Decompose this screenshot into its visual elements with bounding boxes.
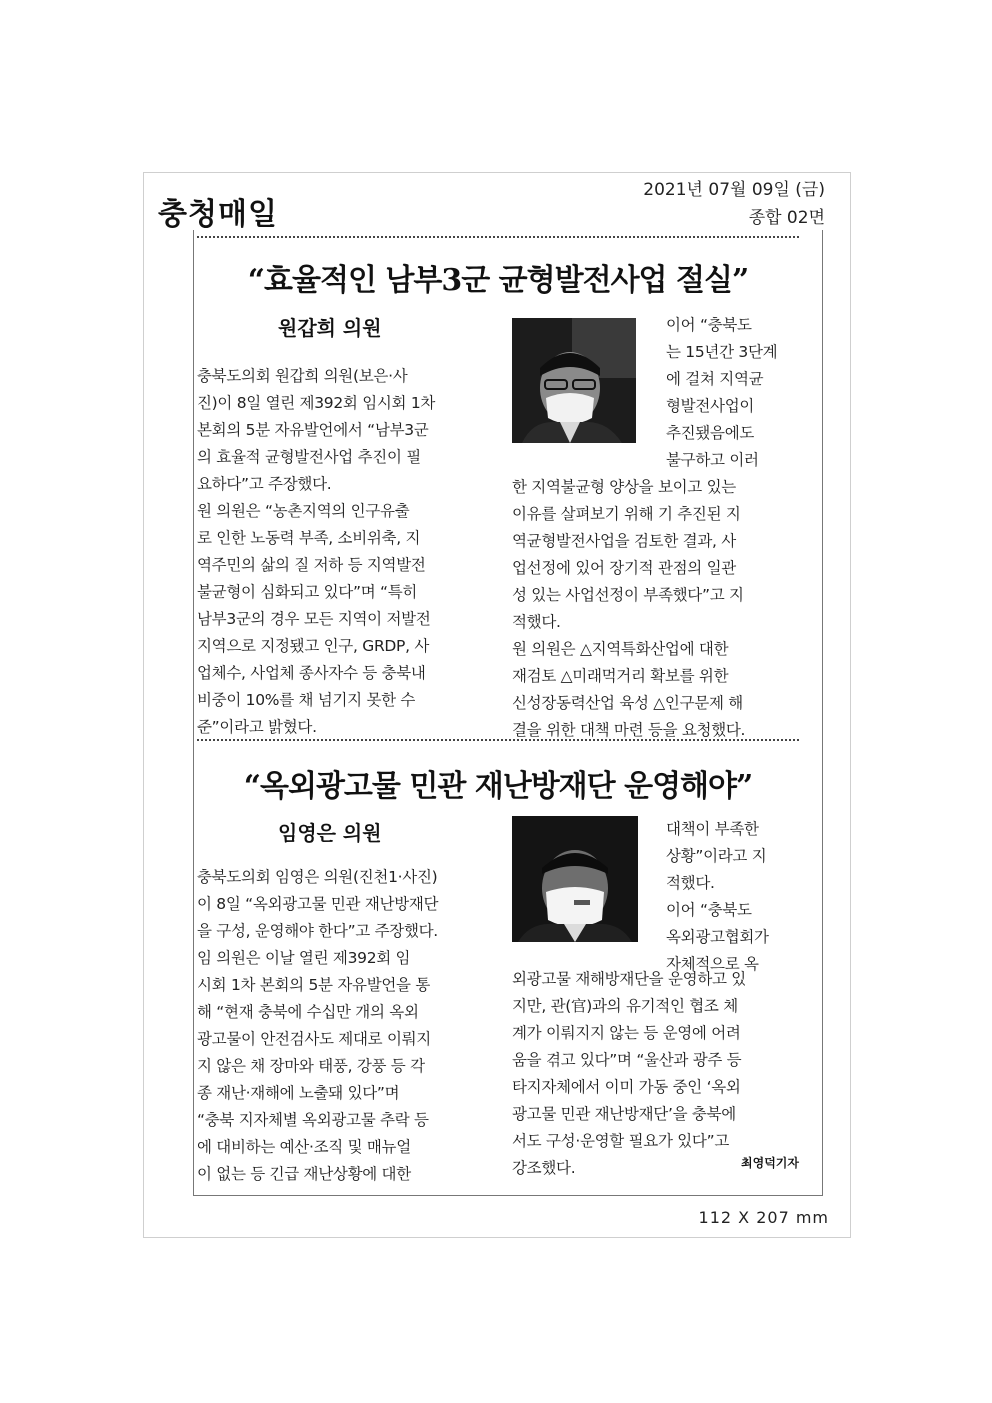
article-text-line: 남부3군의 경우 모든 지역이 저발전: [197, 610, 431, 628]
article-text-line: 적했다.: [512, 613, 561, 631]
article-text-line: 추진됐음에도: [666, 424, 755, 442]
article-text-line: 을 구성, 운영해야 한다”고 주장했다.: [197, 922, 438, 940]
clip-size: 112 X 207 mm: [698, 1208, 829, 1227]
article-text-line: 시회 1차 본회의 5분 자유발언을 통: [197, 976, 431, 994]
article-text-line: 대책이 부족한: [666, 820, 759, 838]
dotted-divider: [197, 236, 799, 238]
article-text-line: 는 15년간 3단계: [666, 343, 778, 361]
article-text-line: 외광고물 재해방재단을 운영하고 있: [512, 970, 746, 988]
article1-column-left: [197, 363, 480, 741]
newspaper-masthead: 충청매일: [158, 197, 278, 232]
article-text-line: 자체적으로 옥: [666, 955, 759, 973]
article-text-line: 비중이 10%를 채 넘기지 못한 수: [197, 691, 416, 709]
article-text-line: 요하다”고 주장했다.: [197, 475, 332, 493]
article-text-line: 성 있는 사업선정이 부족했다”고 지: [512, 586, 744, 604]
article2-photo: [512, 816, 638, 942]
reporter-name: 최영덕기자: [741, 1156, 799, 1170]
article-text-line: 역주민의 삶의 질 저하 등 지역발전: [197, 556, 426, 574]
article-text-line: 임 의원은 이날 열린 제392회 임: [197, 949, 411, 967]
article-text-line: 재검토 △미래먹거리 확보를 위한: [512, 667, 729, 685]
article-text-line: 형발전사업이: [666, 397, 755, 415]
dotted-divider: [197, 739, 799, 741]
person-photo-icon: [512, 816, 638, 942]
article-text-line: 지만, 관(官)과의 유기적인 협조 체: [512, 997, 738, 1015]
article-text-line: 원 의원은 “농촌지역의 인구유출: [197, 502, 410, 520]
article2-column-left: [197, 864, 482, 1188]
article1-headline: “효율적인 남부3군 균형발전사업 절실”: [247, 263, 749, 298]
article-text-line: 결을 위한 대책 마련 등을 요청했다.: [512, 721, 746, 739]
article-text-line: 광고물 민관 재난방재단’을 충북에: [512, 1105, 736, 1123]
article-text-line: 불균형이 심화되고 있다”며 “특히: [197, 583, 418, 601]
article-text-line: 의 효율적 균형발전사업 추진이 필: [197, 448, 421, 466]
article-text-line: 충북도의회 임영은 의원(진천1·사진): [197, 868, 438, 886]
article-text-line: 해 “현재 충북에 수십만 개의 옥외: [197, 1003, 419, 1021]
article-text-line: 신성장동력산업 육성 △인구문제 해: [512, 694, 743, 712]
article-text-line: “충북 지자체별 옥외광고물 추락 등: [197, 1111, 429, 1129]
article-text-line: 본회의 5분 자유발언에서 “남부3군: [197, 421, 429, 439]
article-text-line: 서도 구성·운영할 필요가 있다”고: [512, 1132, 729, 1150]
article-text-line: 이어 “충북도: [666, 901, 752, 919]
article-text-line: 한 지역불균형 양상을 보이고 있는: [512, 478, 736, 496]
article2-column-right: [512, 966, 802, 1182]
article1-column-right-top: [666, 312, 806, 474]
article-text-line: 역균형발전사업을 검토한 결과, 사: [512, 532, 736, 550]
publication-date: 2021년 07월 09일 (금): [643, 180, 825, 200]
article1-photo: [512, 318, 636, 443]
article-text-line: 준”이라고 밝혔다.: [197, 718, 317, 736]
article2-byline: 임영은 의원: [278, 821, 382, 845]
article-text-line: 에 대비하는 예산·조직 및 매뉴얼: [197, 1138, 411, 1156]
article-text-line: 이어 “충북도: [666, 316, 752, 334]
person-photo-icon: [512, 318, 636, 443]
article-text-line: 업체수, 사업체 종사자수 등 충북내: [197, 664, 426, 682]
article2-column-right-top: [666, 816, 806, 978]
article-text-line: 종 재난·재해에 노출돼 있다”며: [197, 1084, 400, 1102]
article-text-line: 상황”이라고 지: [666, 847, 767, 865]
article1-byline: 원갑희 의원: [278, 316, 382, 340]
article-text-line: 에 걸쳐 지역균: [666, 370, 764, 388]
article-text-line: 로 인한 노동력 부족, 소비위축, 지: [197, 529, 421, 547]
article-text-line: 옥외광고협회가: [666, 928, 769, 946]
page-section: 종합 02면: [748, 208, 825, 228]
article-text-line: 진)이 8일 열린 제392회 임시회 1차: [197, 394, 436, 412]
article-text-line: 계가 이뤄지지 않는 등 운영에 어려: [512, 1024, 741, 1042]
article-text-line: 이 없는 등 긴급 재난상황에 대한: [197, 1165, 411, 1183]
article-text-line: 광고물이 안전검사도 제대로 이뤄지: [197, 1030, 431, 1048]
article-text-line: 지 않은 채 장마와 태풍, 강풍 등 각: [197, 1057, 425, 1075]
article1-column-right: [512, 474, 802, 744]
article-text-line: 움을 겪고 있다”며 “울산과 광주 등: [512, 1051, 742, 1069]
article-text-line: 지역으로 지정됐고 인구, GRDP, 사: [197, 637, 430, 655]
article-text-line: 업선정에 있어 장기적 관점의 일관: [512, 559, 736, 577]
article-text-line: 이유를 살펴보기 위해 기 추진된 지: [512, 505, 741, 523]
article-text-line: 이 8일 “옥외광고물 민관 재난방재단: [197, 895, 439, 913]
article-text-line: 불구하고 이러: [666, 451, 759, 469]
article-text-line: 타지자체에서 이미 가동 중인 ‘옥외: [512, 1078, 741, 1096]
article-text-line: 적했다.: [666, 874, 715, 892]
article2-headline: “옥외광고물 민관 재난방재단 운영해야”: [243, 769, 753, 804]
article-text-line: 원 의원은 △지역특화산업에 대한: [512, 640, 729, 658]
article-text-line: 강조했다.: [512, 1159, 576, 1177]
article-text-line: 충북도의회 원갑희 의원(보은·사: [197, 367, 408, 385]
